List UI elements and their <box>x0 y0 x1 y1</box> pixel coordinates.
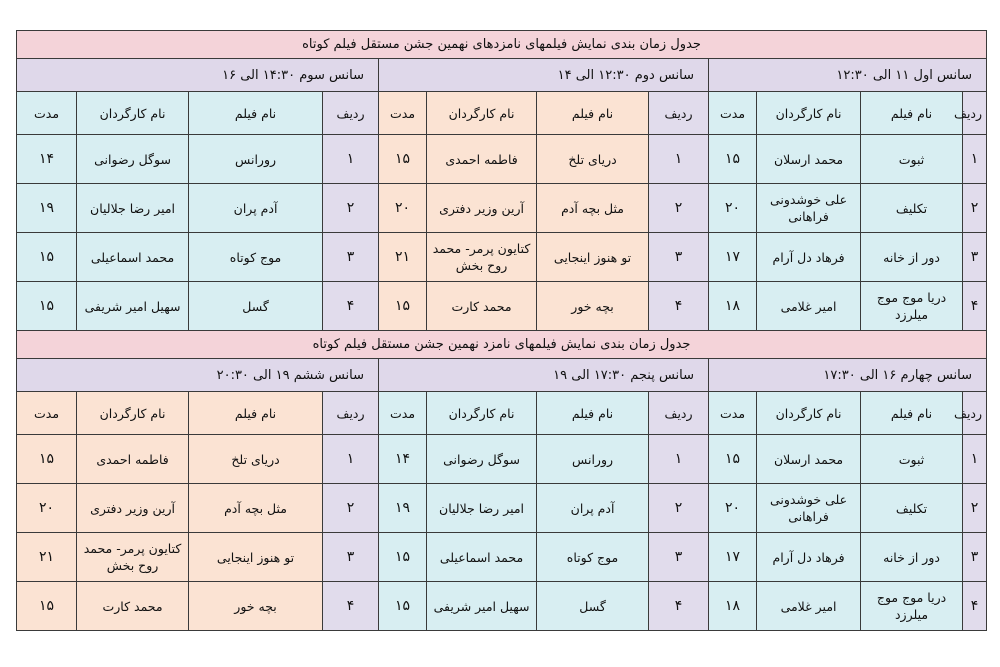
header-director: نام کارگردان <box>77 392 189 435</box>
cell-duration: ۲۰ <box>379 184 427 233</box>
cell-idx: ۳ <box>649 233 709 282</box>
header-director: نام کارگردان <box>757 92 861 135</box>
cell-duration: ۱۵ <box>709 135 757 184</box>
cell-director: امیر غلامی <box>757 282 861 331</box>
cell-director: محمد اسماعیلی <box>77 233 189 282</box>
cell-director: محمد اسماعیلی <box>427 533 537 582</box>
cell-director: امیر رضا جلالیان <box>427 484 537 533</box>
cell-film: دریای تلخ <box>189 435 323 484</box>
cell-director: علی خوشدونی فراهانی <box>757 184 861 233</box>
header-film: نام فیلم <box>861 92 963 135</box>
cell-film: تو هنوز اینجایی <box>189 533 323 582</box>
header-idx: ردیف <box>323 392 379 435</box>
cell-director: کتایون پرمر- محمد روح بخش <box>77 533 189 582</box>
cell-idx: ۱ <box>649 135 709 184</box>
header-film: نام فیلم <box>861 392 963 435</box>
cell-director: فرهاد دل آرام <box>757 533 861 582</box>
table-title-row <box>17 31 987 59</box>
header-director: نام کارگردان <box>427 92 537 135</box>
column-header-row <box>17 92 987 135</box>
cell-film: دور از خانه <box>861 533 963 582</box>
cell-idx: ۴ <box>963 582 987 631</box>
cell-film: آدم پران <box>537 484 649 533</box>
table-row <box>17 135 987 184</box>
cell-idx: ۴ <box>649 582 709 631</box>
cell-duration: ۱۸ <box>709 582 757 631</box>
cell-duration: ۱۹ <box>17 184 77 233</box>
cell-duration: ۱۵ <box>379 135 427 184</box>
cell-idx: ۱ <box>649 435 709 484</box>
cell-idx: ۴ <box>963 282 987 331</box>
cell-duration: ۲۱ <box>17 533 77 582</box>
cell-duration: ۱۴ <box>379 435 427 484</box>
cell-duration: ۱۵ <box>17 435 77 484</box>
session-row <box>17 59 987 92</box>
cell-film: موج کوتاه <box>189 233 323 282</box>
cell-idx: ۳ <box>323 533 379 582</box>
cell-film: بچه خور <box>189 582 323 631</box>
cell-director: محمد کارت <box>427 282 537 331</box>
cell-film: تکلیف <box>861 184 963 233</box>
header-director: نام کارگردان <box>77 92 189 135</box>
cell-idx: ۲ <box>963 184 987 233</box>
cell-director: علی خوشدونی فراهانی <box>757 484 861 533</box>
session-label: سانس اول ۱۱ الی ۱۲:۳۰ <box>709 59 987 92</box>
cell-film: گسل <box>189 282 323 331</box>
header-idx: ردیف <box>323 92 379 135</box>
cell-film: دریا موج موج میلرزد <box>861 582 963 631</box>
cell-idx: ۴ <box>323 282 379 331</box>
session-label: سانس پنجم ۱۷:۳۰ الی ۱۹ <box>379 359 709 392</box>
cell-idx: ۲ <box>963 484 987 533</box>
cell-duration: ۱۵ <box>379 282 427 331</box>
cell-film: ثبوت <box>861 135 963 184</box>
cell-idx: ۴ <box>323 582 379 631</box>
cell-idx: ۳ <box>649 533 709 582</box>
cell-duration: ۲۱ <box>379 233 427 282</box>
cell-duration: ۱۴ <box>17 135 77 184</box>
cell-duration: ۱۹ <box>379 484 427 533</box>
cell-duration: ۱۸ <box>709 282 757 331</box>
session-label: سانس دوم ۱۲:۳۰ الی ۱۴ <box>379 59 709 92</box>
column-header-row <box>17 392 987 435</box>
cell-idx: ۱ <box>323 135 379 184</box>
cell-film: رورانس <box>189 135 323 184</box>
cell-idx: ۲ <box>323 484 379 533</box>
cell-director: آرین وزیر دفتری <box>77 484 189 533</box>
cell-idx: ۲ <box>649 484 709 533</box>
cell-duration: ۲۰ <box>709 184 757 233</box>
cell-film: گسل <box>537 582 649 631</box>
table-row <box>17 233 987 282</box>
cell-director: امیر رضا جلالیان <box>77 184 189 233</box>
cell-director: سهیل امیر شریفی <box>427 582 537 631</box>
cell-film: مثل بچه آدم <box>537 184 649 233</box>
cell-idx: ۱ <box>963 135 987 184</box>
header-film: نام فیلم <box>189 392 323 435</box>
table-row <box>17 435 987 484</box>
cell-idx: ۴ <box>649 282 709 331</box>
cell-film: رورانس <box>537 435 649 484</box>
cell-director: سهیل امیر شریفی <box>77 282 189 331</box>
header-duration: مدت <box>17 392 77 435</box>
header-idx: ردیف <box>649 392 709 435</box>
cell-director: کتایون پرمر- محمد روح بخش <box>427 233 537 282</box>
cell-director: آرین وزیر دفتری <box>427 184 537 233</box>
cell-film: تو هنوز اینجایی <box>537 233 649 282</box>
header-director: نام کارگردان <box>427 392 537 435</box>
cell-film: دریای تلخ <box>537 135 649 184</box>
header-film: نام فیلم <box>537 92 649 135</box>
cell-director: محمد ارسلان <box>757 135 861 184</box>
table-row <box>17 484 987 533</box>
cell-director: سوگل رضوانی <box>77 135 189 184</box>
cell-duration: ۲۰ <box>709 484 757 533</box>
cell-director: فاطمه احمدی <box>427 135 537 184</box>
cell-duration: ۱۵ <box>17 233 77 282</box>
cell-idx: ۳ <box>323 233 379 282</box>
table-row <box>17 282 987 331</box>
header-idx: ردیف <box>649 92 709 135</box>
cell-film: دریا موج موج میلرزد <box>861 282 963 331</box>
cell-idx: ۳ <box>963 533 987 582</box>
cell-film: بچه خور <box>537 282 649 331</box>
cell-film: آدم پران <box>189 184 323 233</box>
table-title: جدول زمان بندی نمایش فیلمهای نامزد نهمین جشن مستقل فیلم کوتاه <box>17 331 987 359</box>
header-duration: مدت <box>379 392 427 435</box>
cell-film: دور از خانه <box>861 233 963 282</box>
session-label: سانس سوم ۱۴:۳۰ الی ۱۶ <box>17 59 379 92</box>
cell-director: فرهاد دل آرام <box>757 233 861 282</box>
cell-idx: ۲ <box>323 184 379 233</box>
cell-duration: ۱۵ <box>709 435 757 484</box>
table-row <box>17 184 987 233</box>
session-row <box>17 359 987 392</box>
header-duration: مدت <box>709 92 757 135</box>
header-director: نام کارگردان <box>757 392 861 435</box>
cell-duration: ۲۰ <box>17 484 77 533</box>
cell-idx: ۱ <box>963 435 987 484</box>
cell-film: ثبوت <box>861 435 963 484</box>
cell-duration: ۱۵ <box>379 582 427 631</box>
cell-idx: ۲ <box>649 184 709 233</box>
header-idx: ردیف <box>963 92 987 135</box>
cell-duration: ۱۷ <box>709 233 757 282</box>
cell-idx: ۳ <box>963 233 987 282</box>
cell-director: محمد کارت <box>77 582 189 631</box>
cell-duration: ۱۵ <box>17 282 77 331</box>
cell-film: مثل بچه آدم <box>189 484 323 533</box>
table-title-row <box>17 331 987 359</box>
schedule-table <box>16 30 987 631</box>
cell-director: محمد ارسلان <box>757 435 861 484</box>
cell-duration: ۱۵ <box>17 582 77 631</box>
session-label: سانس چهارم ۱۶ الی ۱۷:۳۰ <box>709 359 987 392</box>
cell-idx: ۱ <box>323 435 379 484</box>
session-label: سانس ششم ۱۹ الی ۲۰:۳۰ <box>17 359 379 392</box>
table-row <box>17 533 987 582</box>
cell-duration: ۱۵ <box>379 533 427 582</box>
cell-director: فاطمه احمدی <box>77 435 189 484</box>
cell-director: سوگل رضوانی <box>427 435 537 484</box>
cell-duration: ۱۷ <box>709 533 757 582</box>
cell-film: موج کوتاه <box>537 533 649 582</box>
header-duration: مدت <box>17 92 77 135</box>
cell-film: تکلیف <box>861 484 963 533</box>
table-row <box>17 582 987 631</box>
header-duration: مدت <box>379 92 427 135</box>
header-duration: مدت <box>709 392 757 435</box>
header-idx: ردیف <box>963 392 987 435</box>
header-film: نام فیلم <box>189 92 323 135</box>
cell-director: امیر غلامی <box>757 582 861 631</box>
header-film: نام فیلم <box>537 392 649 435</box>
table-title: جدول زمان بندی نمایش فیلمهای نامزدهای نهمین جشن مستقل فیلم کوتاه <box>17 31 987 59</box>
